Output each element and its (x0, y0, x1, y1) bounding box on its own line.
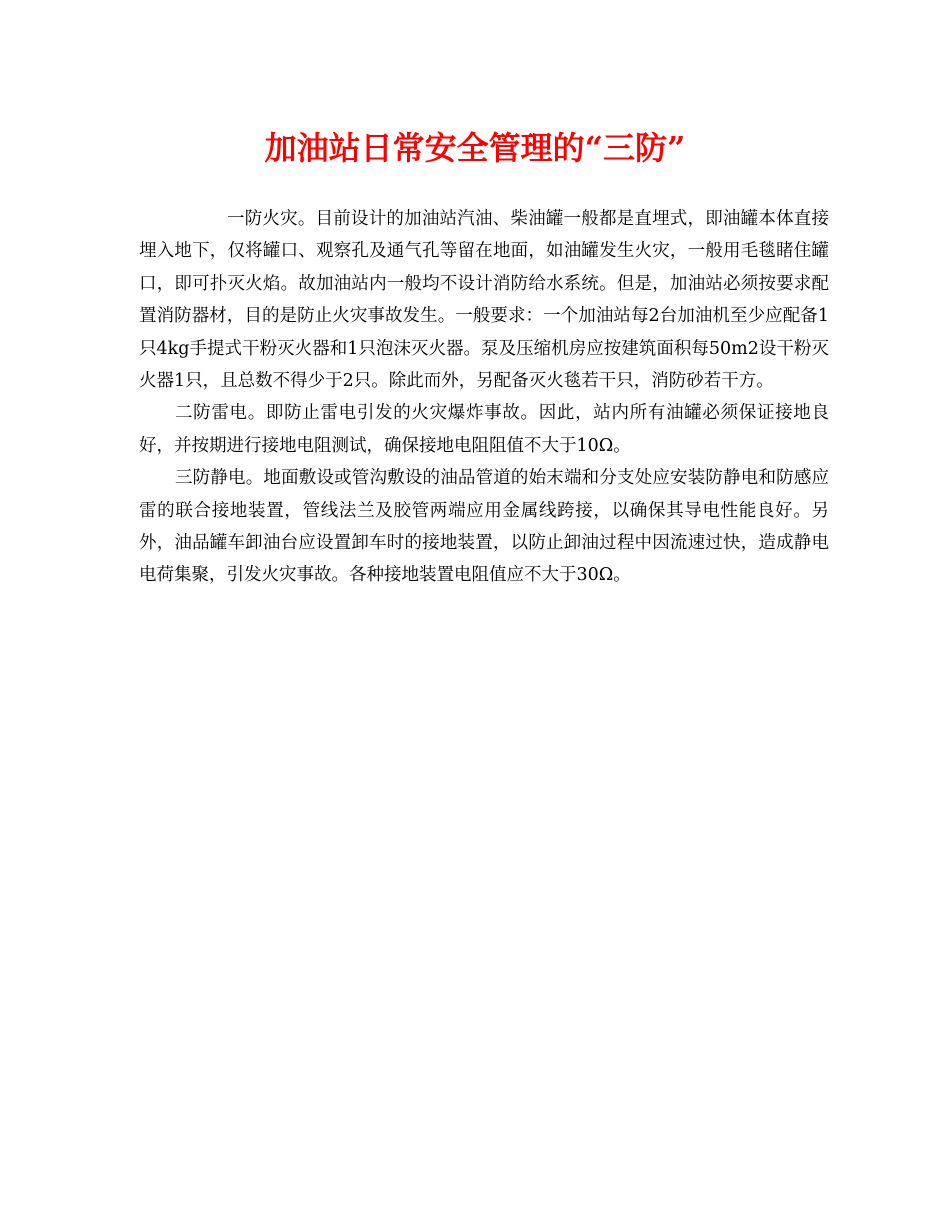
paragraph-fire-prevention: 一防火灾。目前设计的加油站汽油、柴油罐一般都是直埋式，即油罐本体直接埋入地下，仅将罐口、观察孔及通气孔等留在地面，如油罐发生火灾，一般用毛毯睹住罐口，即可扑灭火焰。故加油站内一般均不设计消防给水系统。但是，加油站必须按要求配置消防器材，目的是防止火灾事故发生。一般要求：一个加油站每2台加油机至少应配备1只4kg手提式干粉灭火器和1只泡沫灭火器。泵及压缩机房应按建筑面积每50m2设干粉灭火器1只，且总数不得少于2只。除此而外，另配备灭火毯若干只，消防砂若干方。 (139, 209, 829, 392)
document-title: 加油站日常安全管理的“三防” (264, 129, 686, 167)
document-body (139, 203, 829, 592)
paragraph-lightning-prevention: 二防雷电。即防止雷电引发的火灾爆炸事故。因此，站内所有油罐必须保证接地良好，并按期进行接地电阻测试，确保接地电阻阻值不大于10Ω。 (139, 403, 829, 456)
paragraph-static-prevention: 三防静电。地面敷设或管沟敷设的油品管道的始末端和分支处应安装防静电和防感应雷的联合接地装置，管线法兰及胶管两端应用金属线跨接，以确保其导电性能良好。另外，油品罐车卸油台应设置卸车时的接地装置，以防止卸油过程中因流速过快，造成静电电荷集聚，引发火灾事故。各种接地装置电阻值应不大于30Ω。 (139, 468, 829, 586)
